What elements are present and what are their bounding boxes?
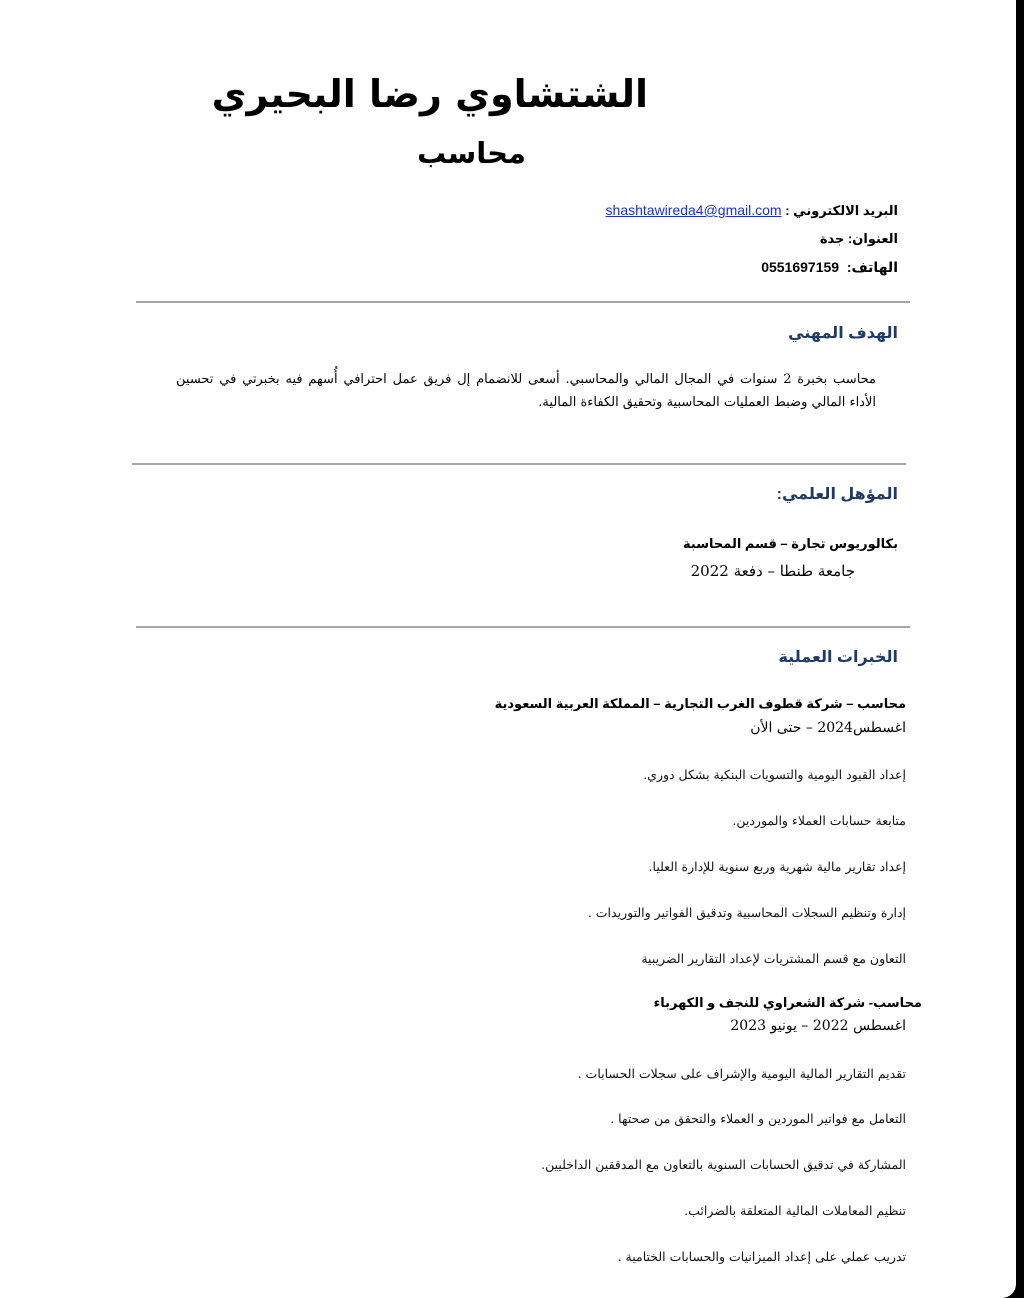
task-item: إدارة وتنظيم السجلات المحاسبية وتدقيق الفواتير والتوريدات .	[587, 905, 906, 920]
task-item: تقديم التقارير المالية اليومية والإشراف على سجلات الحسابات .	[577, 1066, 906, 1081]
task-item: تدريب عملي على إعداد الميزانيات والحسابات الختامية .	[617, 1249, 906, 1264]
task-item: إعداد القيود اليومية والتسويات البنكية بشكل دوري.	[643, 767, 906, 782]
phone-row	[761, 259, 898, 276]
email-label: البريد الالكتروني :	[785, 203, 898, 218]
phone-label: الهاتف:	[846, 259, 898, 275]
task-item: تنظيم المعاملات المالية المتعلقة بالضرائب.	[684, 1203, 906, 1218]
objective-title: الهدف المهني	[788, 325, 898, 342]
task-item: إعداد تقارير مالية شهرية وربع سنوية للإدارة العليا.	[648, 859, 906, 874]
email-row	[606, 202, 898, 219]
phone-number: 0551697159	[761, 259, 840, 275]
divider	[132, 463, 906, 465]
education-title: المؤهل العلمي:	[776, 486, 898, 503]
objective-text: محاسب بخبرة 2 سنوات في المجال المالي والمحاسبي. أسعى للانضمام إل فريق عمل احترافي أُسهم فيه بخبرتي في تحسين الأداء المالي وضبط العمليات المحاسبية وتحقيق الكفاءة المالية.	[176, 372, 877, 410]
address-row: العنوان: جدة	[819, 231, 898, 246]
task-item: المشاركة في تدقيق الحسابات السنوية بالتعاون مع المدققين الداخليين.	[541, 1157, 906, 1172]
job-role: محاسب – شركة قطوف الغرب التجارية – المملكة العربية السعودية	[494, 696, 906, 711]
experience-title: الخبرات العملية	[778, 649, 898, 666]
degree: بكالوريوس تجارة – قسم المحاسبة	[683, 536, 898, 551]
university: جامعة طنطا – دفعة 2022	[690, 562, 855, 580]
job-title: محاسب	[417, 136, 526, 170]
job-period: اغسطس2024 – حتى الأن	[750, 720, 906, 736]
divider	[136, 301, 910, 303]
candidate-name: الشتشاوي رضا البحيري	[211, 72, 648, 116]
job-period: اغسطس 2022 – يونيو 2023	[730, 1018, 906, 1034]
divider	[136, 626, 910, 628]
task-item: التعاون مع قسم المشتريات لإعداد التقارير الضريبية	[641, 951, 906, 966]
email-link[interactable]: shashtawireda4@gmail.com	[605, 202, 782, 218]
job-role: محاسب- شركة الشعراوي للنجف و الكهرباء	[653, 995, 922, 1010]
task-item: متابعة حسابات العملاء والموردين.	[732, 813, 906, 828]
task-item: التعامل مع فواتير الموردين و العملاء والتحقق من صحتها .	[610, 1111, 906, 1126]
